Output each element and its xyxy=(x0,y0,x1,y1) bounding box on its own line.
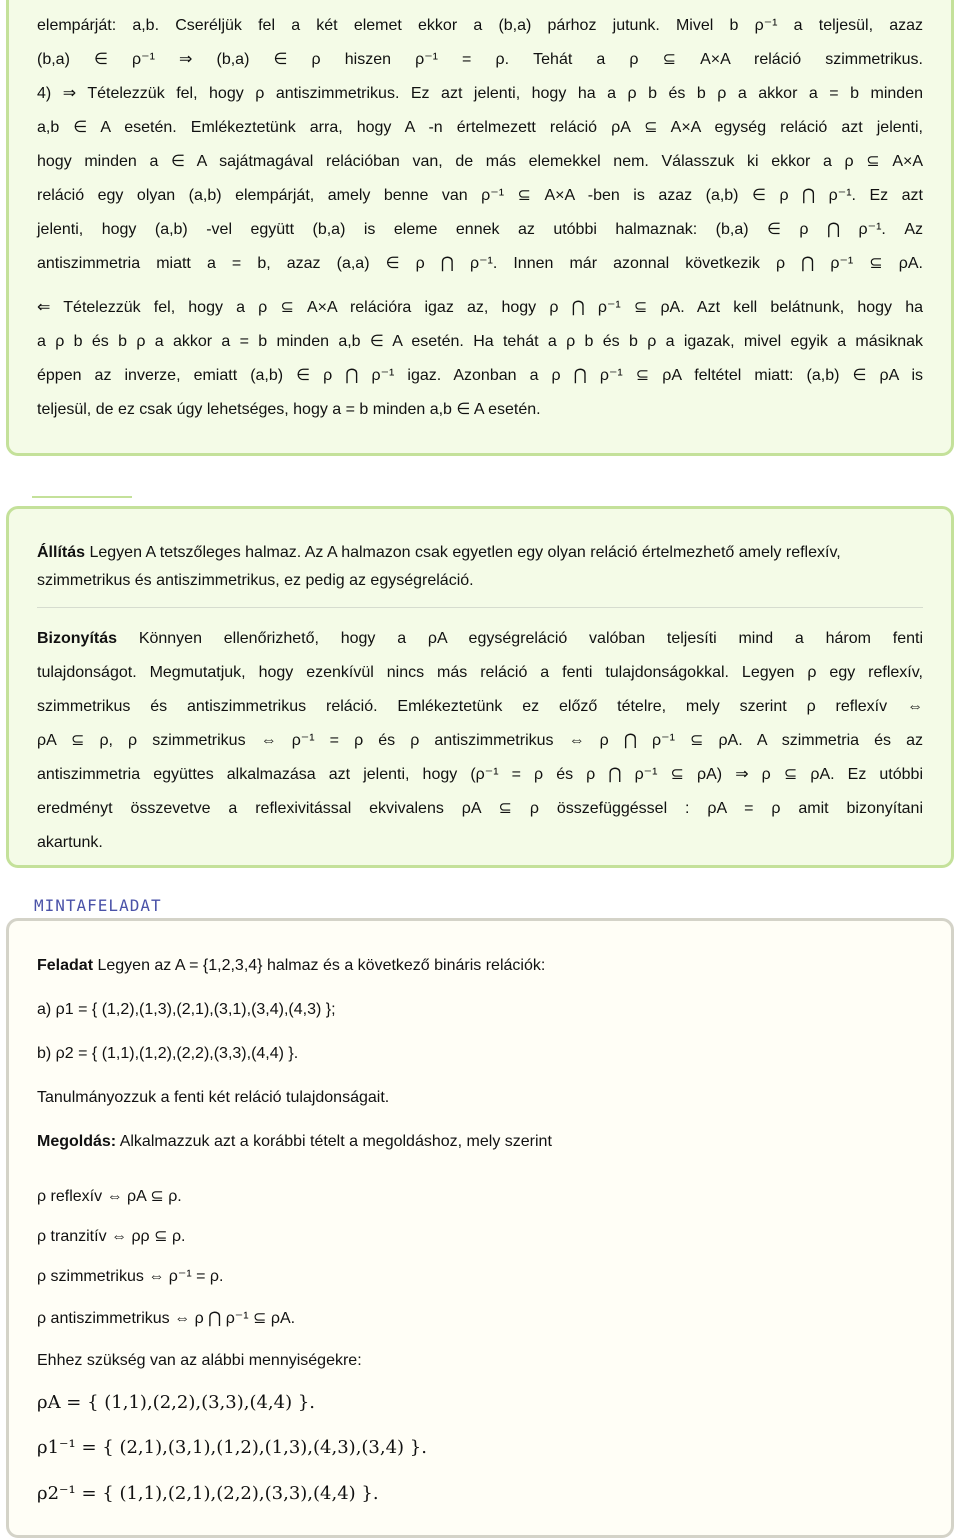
proof-line: eredményt összevetve a reflexivitással ekvivalens ρA ⊆ ρ összefüggéssel : ρA = ρ amit bizonyítani xyxy=(37,800,923,817)
solution-line xyxy=(37,1125,923,1159)
claim-paragraph xyxy=(37,539,923,595)
example-box xyxy=(6,918,954,1538)
relation-b: b) ρ2 = { (1,1),(1,2),(2,2),(3,3),(4,4) }. xyxy=(37,1045,299,1062)
claim-label: Állítás xyxy=(37,544,86,561)
claim-box xyxy=(6,506,954,868)
proof-line: ρA ⊆ ρ, ρ szimmetrikus ⇔ ρ⁻¹ = ρ és ρ antiszimmetrikus ⇔ ρ ⋂ ρ⁻¹ ⊆ ρA. A szimmetria és az xyxy=(37,732,923,749)
property-reflexive: ρ reflexív ⇔ ρA ⊆ ρ. xyxy=(37,1188,182,1205)
text-line: éppen az inverze, emiatt (a,b) ∈ ρ ⋂ ρ⁻¹ igaz. Azonban a ρ ⋂ ρ⁻¹ ⊆ ρA feltétel miatt: (a,b) ∈ ρA is xyxy=(37,367,923,384)
quantity-rho1-inverse: ρ1⁻¹ = { (2,1),(3,1),(1,2),(1,3),(4,3),(3,4) }. xyxy=(37,1437,427,1458)
text-line: antiszimmetria miatt a = b, azaz (a,a) ∈ ρ ⋂ ρ⁻¹. Innen már azonnal következik ρ ⋂ ρ⁻¹ ⊆ ρA. xyxy=(37,255,924,272)
text-line: a ρ b és b ρ a akkor a = b minden a,b ∈ A esetén. Ha tehát a ρ b és b ρ a igazak, mivel egyik a másiknak xyxy=(37,333,924,350)
proof-line: akartunk. xyxy=(37,834,103,851)
task-line xyxy=(37,949,923,983)
text-line: 4) ⇒ Tételezzük fel, hogy ρ antiszimmetrikus. Ez azt jelenti, hogy ha a ρ b és b ρ a akkor a = b minden xyxy=(37,85,923,102)
proof-continuation-box xyxy=(6,0,954,456)
divider xyxy=(37,607,923,608)
property-transitive: ρ tranzitív ⇔ ρρ ⊆ ρ. xyxy=(37,1228,186,1245)
text-line: elempárját: a,b. Cseréljük fel a két elemet ekkor a (b,a) párhoz jutunk. Mivel b ρ⁻¹ a teljesül, azaz xyxy=(37,17,923,34)
task-text: Legyen az A = {1,2,3,4} halmaz és a következő bináris relációk: xyxy=(97,957,546,974)
relation-a: a) ρ1 = { (1,2),(1,3),(2,1),(3,1),(3,4),(4,3) }; xyxy=(37,1001,336,1018)
text-line: hogy minden a ∈ A sajátmagával relációban van, de más elemekkel nem. Válasszuk ki ekkor a ρ ⊆ A×A xyxy=(37,153,923,170)
text-line: jelenti, hogy (a,b) -vel együtt (b,a) is eleme ennek az utóbbi halmaznak: (b,a) ∈ ρ ⋂ ρ⁻¹. Az xyxy=(37,221,923,238)
task-label: Feladat xyxy=(37,957,94,974)
section-tab-label: MINTAFELADAT xyxy=(34,896,162,915)
text-line: ⇐ Tételezzük fel, hogy a ρ ⊆ A×A relációra igaz az, hogy ρ ⋂ ρ⁻¹ ⊆ ρA. Azt kell belátnunk, hogy ha xyxy=(37,299,923,316)
needs-text: Ehhez szükség van az alábbi mennyiségekre: xyxy=(37,1352,362,1369)
text-line: reláció egy olyan (a,b) elempárját, amely benne van ρ⁻¹ ⊆ A×A -ben is azaz (a,b) ∈ ρ ⋂ ρ⁻¹. Ez azt xyxy=(37,187,923,204)
claim-text: Legyen A tetszőleges halmaz. Az A halmazon csak egyetlen egy olyan reláció értelmezhető amely reflexív, szimmetrikus és antiszimmetrikus, ez pedig az egységreláció. xyxy=(37,544,841,589)
proof-line: antiszimmetria együttes alkalmazása azt jelenti, hogy (ρ⁻¹ = ρ és ρ ⋂ ρ⁻¹ ⊆ ρA) ⇒ ρ ⊆ ρA. Ez utóbbi xyxy=(37,766,923,783)
text-line: (b,a) ∈ ρ⁻¹ ⇒ (b,a) ∈ ρ hiszen ρ⁻¹ = ρ. Tehát a ρ ⊆ A×A reláció szimmetrikus. xyxy=(37,51,923,68)
study-text: Tanulmányozzuk a fenti két reláció tulajdonságait. xyxy=(37,1089,390,1106)
proof-line: szimmetrikus és antiszimmetrikus reláció. Emlékeztetünk ez előző tételre, mely szerint ρ reflexív ⇔ xyxy=(37,698,923,715)
property-symmetric: ρ szimmetrikus ⇔ ρ⁻¹ = ρ. xyxy=(37,1268,224,1285)
proof-label: Bizonyítás xyxy=(37,630,118,647)
text-line: teljesül, de ez csak úgy lehetséges, hogy a = b minden a,b ∈ A esetén. xyxy=(37,401,541,418)
solution-text: Alkalmazzuk azt a korábbi tételt a megoldáshoz, mely szerint xyxy=(119,1133,552,1150)
solution-label: Megoldás: xyxy=(37,1133,117,1150)
proof-text: Könnyen ellenőrizhető, hogy a ρA egységreláció valóban teljesíti mind a három fenti xyxy=(138,630,923,647)
quantity-rho2-inverse: ρ2⁻¹ = { (1,1),(2,1),(2,2),(3,3),(4,4) }. xyxy=(37,1483,379,1504)
text-line: a,b ∈ A esetén. Emlékeztetünk arra, hogy A -n értelmezett reláció ρA ⊆ A×A egység reláció azt jelenti, xyxy=(37,119,923,136)
proof-line xyxy=(37,622,923,656)
property-antisymmetric: ρ antiszimmetrikus ⇔ ρ ⋂ ρ⁻¹ ⊆ ρA. xyxy=(37,1310,296,1327)
quantity-identity: ρA = { (1,1),(2,2),(3,3),(4,4) }. xyxy=(37,1392,316,1413)
proof-line: tulajdonságot. Megmutatjuk, hogy ezenkívül nincs más reláció a fenti tulajdonságokkal. Legyen ρ egy reflexív, xyxy=(37,664,923,681)
